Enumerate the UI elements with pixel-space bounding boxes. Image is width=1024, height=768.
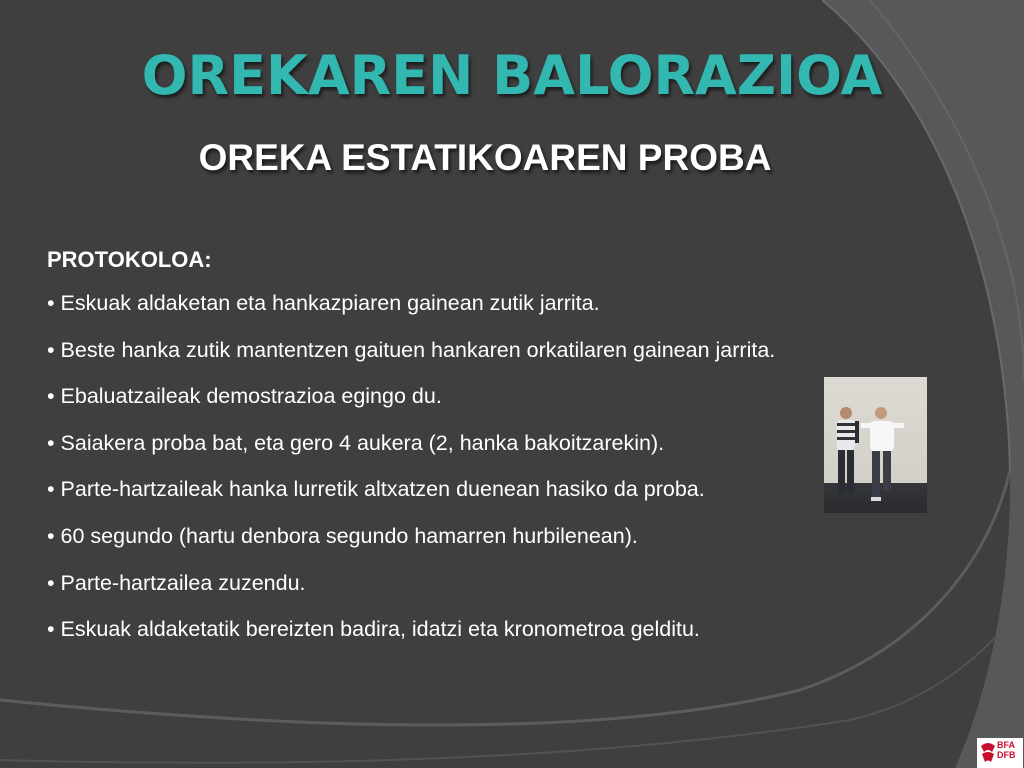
organization-logo <box>977 738 1023 768</box>
bullet-list <box>47 291 947 641</box>
logo-emblem-icon <box>978 738 998 768</box>
demonstration-photo <box>824 377 927 513</box>
list-item: • Parte-hartzaileak hanka lurretik altxatzen duenean hasiko da proba. <box>47 477 947 501</box>
slide-body <box>47 248 947 664</box>
two-people-image <box>824 377 927 513</box>
section-heading: PROTOKOLOA: <box>47 247 212 272</box>
slide-title: OREKAREN BALORAZIOA <box>141 44 883 107</box>
list-item: • Beste hanka zutik mantentzen gaituen hankaren orkatilaren gainean jarrita. <box>47 338 947 362</box>
list-item: • Eskuak aldaketan eta hankazpiaren gainean zutik jarrita. <box>47 291 947 315</box>
list-item: • Parte-hartzailea zuzendu. <box>47 571 947 595</box>
logo-text-line1: BFA <box>997 740 1015 750</box>
list-item: • 60 segundo (hartu denbora segundo hamarren hurbilenean). <box>47 524 947 548</box>
slide-subtitle: OREKA ESTATIKOAREN PROBA <box>198 137 772 178</box>
list-item: • Eskuak aldaketatik bereizten badira, idatzi eta kronometroa gelditu. <box>47 617 947 641</box>
logo-text-line2: DFB <box>997 750 1016 760</box>
list-item: • Saiakera proba bat, eta gero 4 aukera (2, hanka bakoitzarekin). <box>47 431 947 455</box>
list-item: • Ebaluatzaileak demostrazioa egingo du. <box>47 384 947 408</box>
